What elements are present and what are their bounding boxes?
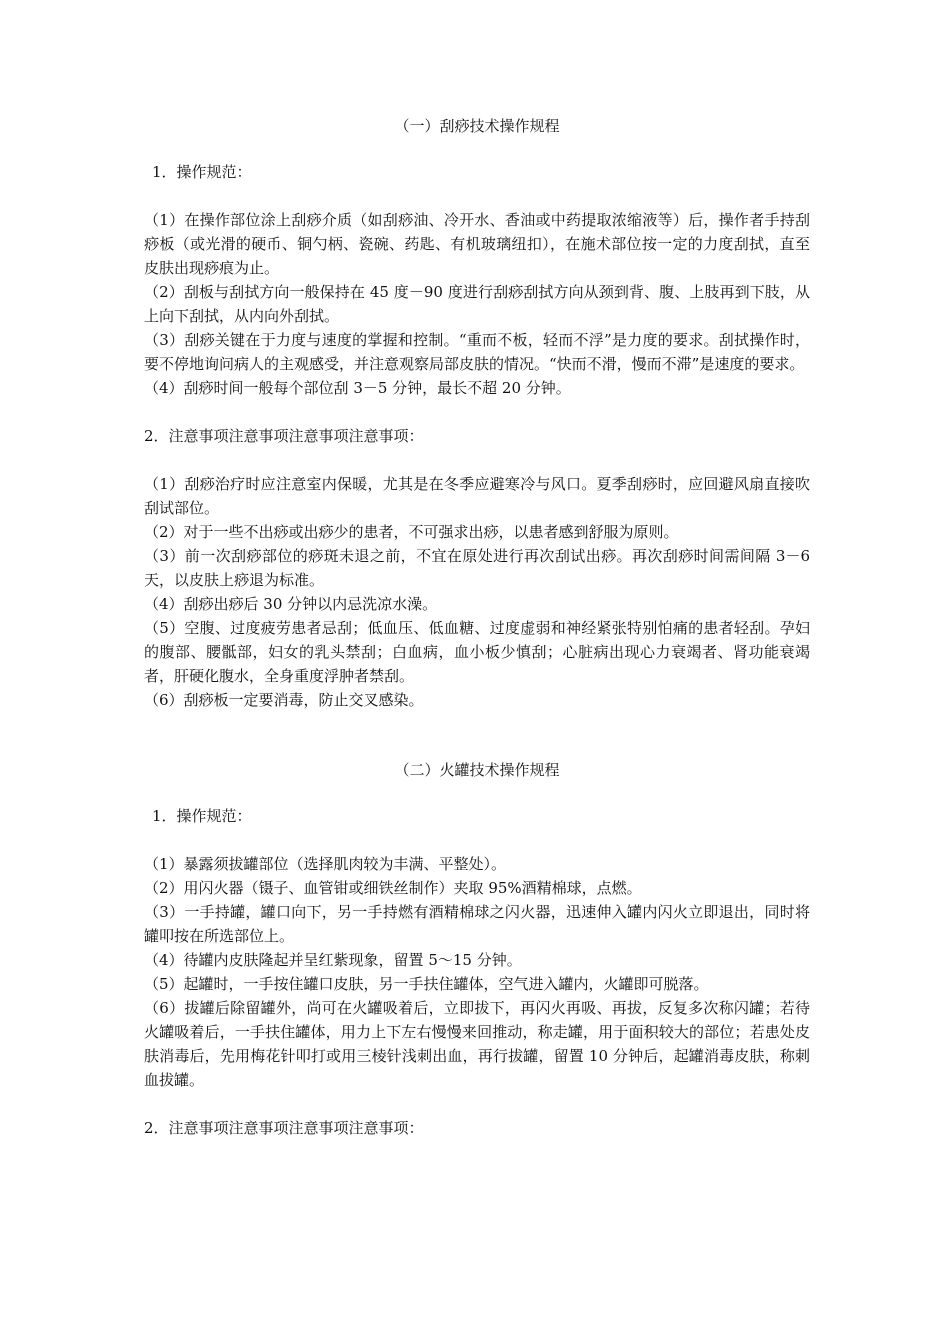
list-item: （2）用闪火器（镊子、血管钳或细铁丝制作）夹取 95%酒精棉球，点燃。: [144, 879, 642, 897]
list-item: （4）待罐内皮肤隆起并呈红紫现象，留置 5～15 分钟。: [144, 951, 522, 969]
list-item: （6）刮痧板一定要消毒，防止交叉感染。: [144, 691, 424, 709]
section-cupping: [144, 758, 810, 1140]
section-title: （一）刮痧技术操作规程: [394, 117, 560, 135]
spacer: [144, 400, 810, 424]
list-item: （1）在操作部位涂上刮痧介质（如刮痧油、冷开水、香油或中药提取浓缩液等）后，操作者手持刮痧板（或光滑的硬币、铜勺柄、瓷碗、药匙、有机玻璃纽扣），在施术部位按一定的力度刮拭，直至皮肤出现痧痕为止。: [144, 211, 810, 277]
subsection-heading: 1．操作规范：: [152, 807, 252, 825]
list-item: （3）一手持罐，罐口向下，另一手持燃有酒精棉球之闪火器，迅速伸入罐内闪火立即退出，同时将罐叩按在所选部位上。: [144, 903, 810, 945]
subsection-heading: 1．操作规范：: [152, 163, 252, 181]
list-item: （2）对于一些不出痧或出痧少的患者，不可强求出痧，以患者感到舒服为原则。: [144, 523, 679, 541]
subsection-heading: 2．注意事项注意事项注意事项注意事项：: [144, 427, 424, 445]
document-page: [144, 114, 810, 1164]
list-item: （1）暴露须拔罐部位（选择肌肉较为丰满、平整处）。: [144, 855, 507, 873]
list-item: （5）起罐时，一手按住罐口皮肤，另一手扶住罐体，空气进入罐内，火罐即可脱落。: [144, 975, 709, 993]
subsection-heading: 2．注意事项注意事项注意事项注意事项：: [144, 1119, 424, 1137]
list-item: （4）刮痧时间一般每个部位刮 3－5 分钟，最长不超 20 分钟。: [144, 379, 571, 397]
section-title: （二）火罐技术操作规程: [394, 761, 560, 779]
spacer: [144, 712, 810, 758]
list-item: （6）拔罐后除留罐外，尚可在火罐吸着后，立即拔下，再闪火再吸、再拔，反复多次称闪罐；若待火罐吸着后，一手扶住罐体，用力上下左右慢慢来回推动，称走罐，用于面积较大的部位；若患处皮肤消毒后，先用梅花针叩打或用三棱针浅刺出血，再行拔罐，留置 10 分钟后，起罐消毒皮肤，称刺血拔罐。: [144, 999, 810, 1089]
spacer: [144, 1092, 810, 1116]
list-item: （1）刮痧治疗时应注意室内保暖，尤其是在冬季应避寒冷与风口。夏季刮痧时，应回避风扇直接吹刮试部位。: [144, 475, 810, 517]
list-item: （5）空腹、过度疲劳患者忌刮；低血压、低血糖、过度虚弱和神经紧张特别怕痛的患者轻刮。孕妇的腹部、腰骶部，妇女的乳头禁刮；白血病，血小板少慎刮；心脏病出现心力衰竭者、肾功能衰竭者，肝硬化腹水，全身重度浮肿者禁刮。: [144, 619, 810, 685]
list-item: （3）刮痧关键在于力度与速度的掌握和控制。“重而不板，轻而不浮”是力度的要求。刮拭操作时，要不停地询问病人的主观感受，并注意观察局部皮肤的情况。“快而不滑，慢而不滞”是速度的要求。: [144, 331, 810, 373]
list-item: （4）刮痧出痧后 30 分钟以内忌洗凉水澡。: [144, 595, 438, 613]
section-guasha: [144, 114, 810, 712]
list-item: （2）刮板与刮拭方向一般保持在 45 度－90 度进行刮痧刮拭方向从颈到背、腹、上肢再到下肢，从上向下刮拭，从内向外刮拭。: [144, 283, 810, 325]
list-item: （3）前一次刮痧部位的痧斑未退之前，不宜在原处进行再次刮试出痧。再次刮痧时间需间隔 3－6 天，以皮肤上痧退为标准。: [144, 547, 810, 589]
